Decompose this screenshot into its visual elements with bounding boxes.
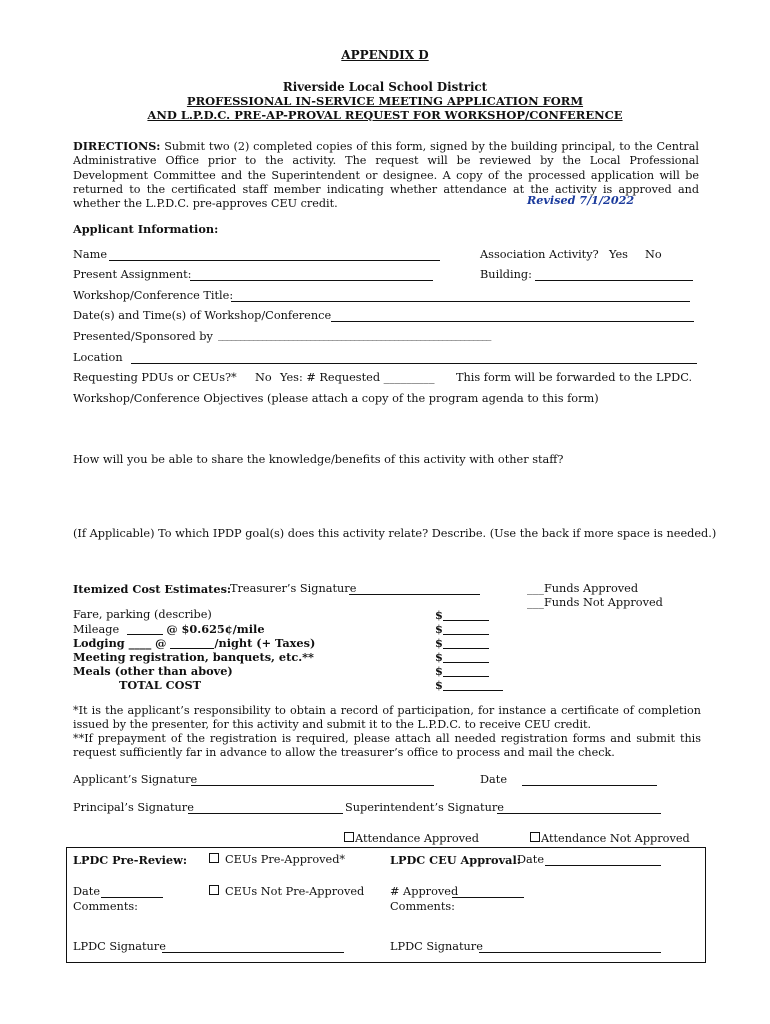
cost-meeting-amount[interactable]: $ (435, 650, 489, 664)
lpdc-approval-date-label: Date (517, 853, 545, 866)
dates-field[interactable] (331, 321, 694, 322)
share-question: How will you be able to share the knowledge/benefits of this activity with other staff? (73, 453, 564, 466)
association-activity-label: Association Activity? (480, 248, 599, 261)
lodging-row: Lodging ____ @ /night (+ Taxes) (73, 636, 316, 650)
forwarded-note: This form will be forwarded to the LPDC. (456, 371, 693, 384)
dates-label: Date(s) and Time(s) of Workshop/Conference (73, 309, 332, 322)
cost-meals-amount[interactable]: $ (435, 664, 489, 678)
pdus-no-option[interactable]: No (255, 371, 272, 384)
cost-total-amount[interactable]: $ (435, 678, 503, 692)
ceus-not-pre-approved-option[interactable]: CEUs Not Pre-Approved (209, 885, 364, 898)
note-participation: *It is the applicant’s responsibility to obtain a record of participation, for instance a certificate of completion issued by the presenter, for this activity and submit it to the L.P.D.C. to receive CEU credit. (73, 704, 701, 731)
note-prepayment: **If prepayment of the registration is required, please attach all needed registration forms and submit this request sufficiently far in advance to allow the treasurer’s office to process and mail the check. (73, 732, 701, 759)
checkbox-icon (530, 832, 540, 842)
workshop-title-label: Workshop/Conference Title: (73, 289, 234, 302)
funds-approved-option[interactable]: ___Funds Approved (527, 582, 639, 595)
superintendent-signature-label: Superintendent’s Signature (345, 801, 504, 814)
total-cost-label: TOTAL COST (119, 678, 202, 692)
lodging-label: Lodging (73, 636, 125, 650)
lpdc-signature-right-field[interactable] (479, 952, 661, 953)
name-label: Name (73, 248, 108, 261)
association-yes-option[interactable]: Yes (609, 248, 628, 261)
applicant-signature-label: Applicant’s Signature (73, 773, 198, 786)
attendance-not-approved-option[interactable]: Attendance Not Approved (530, 832, 690, 845)
applicant-signature-field[interactable] (191, 785, 434, 786)
directions-text: Submit two (2) completed copies of this form, signed by the building principal, to the Central Administrative Office prior to the activity. The request will be reviewed by the Local Professional Development Committee and the Superintendent or designee. A copy of the processed application will be returned to the certificated staff member indicating whether attendance at the activity is approved and whether the L.P.D.C. pre-approves CEU credit. (73, 140, 699, 211)
building-label: Building: (480, 268, 532, 281)
principal-signature-label: Principal’s Signature (73, 801, 194, 814)
mileage-rate: @ $0.625¢/mile (166, 622, 265, 636)
district-name: Riverside Local School District (282, 80, 488, 94)
principal-signature-field[interactable] (188, 813, 343, 814)
mileage-label: Mileage (73, 623, 120, 636)
appendix-label: APPENDIX D (341, 48, 429, 62)
fare-label: Fare, parking (describe) (73, 608, 212, 621)
meeting-label: Meeting registration, banquets, etc.** (73, 650, 314, 664)
name-field[interactable] (109, 260, 440, 261)
lpdc-approval-date-field[interactable] (545, 865, 661, 866)
cost-lodging-amount[interactable]: $ (435, 636, 489, 650)
ipdp-question: (If Applicable) To which IPDP goal(s) does this activity relate? Describe. (Use the back if more space is needed.) (73, 527, 717, 540)
directions-label: DIRECTIONS: (73, 139, 161, 153)
superintendent-signature-field[interactable] (497, 813, 661, 814)
treasurer-signature-label: Treasurer’s Signature (230, 582, 357, 595)
applicant-date-field[interactable] (522, 785, 657, 786)
pdus-label: Requesting PDUs or CEUs?* (73, 371, 237, 384)
mileage-row (73, 622, 265, 636)
cost-fare-amount[interactable]: $ (435, 608, 489, 622)
revised-date: Revised 7/1/2022 (527, 193, 635, 207)
funds-not-approved-option[interactable]: ___Funds Not Approved (527, 596, 663, 609)
lpdc-date-label: Date (73, 885, 101, 898)
applicant-info-heading: Applicant Information: (73, 222, 219, 236)
treasurer-signature-field[interactable] (349, 594, 480, 595)
location-label: Location (73, 351, 123, 364)
lpdc-signature-right-label: LPDC Signature (390, 940, 483, 953)
lodging-rate-label: /night (+ Taxes) (214, 636, 316, 650)
lpdc-pre-review-label: LPDC Pre-Review: (73, 853, 187, 867)
approved-count-label: # Approved (390, 885, 459, 898)
checkbox-icon (209, 853, 219, 863)
ceus-pre-approved-option[interactable]: CEUs Pre-Approved* (209, 853, 345, 866)
meals-label: Meals (other than above) (73, 664, 233, 678)
presented-field[interactable]: ______________________________________________________________ (218, 330, 491, 341)
lpdc-signature-left-label: LPDC Signature (73, 940, 166, 953)
objectives-label: Workshop/Conference Objectives (please attach a copy of the program agenda to this form) (73, 392, 599, 405)
location-field[interactable] (131, 363, 697, 364)
applicant-date-label: Date (480, 773, 508, 786)
form-title-line1: PROFESSIONAL IN-SERVICE MEETING APPLICATION FORM (186, 94, 584, 108)
lpdc-date-field[interactable] (101, 897, 163, 898)
checkbox-icon (344, 832, 354, 842)
checkbox-icon (209, 885, 219, 895)
cost-heading: Itemized Cost Estimates: (73, 582, 232, 596)
lpdc-comments-right-label: Comments: (390, 900, 455, 913)
building-field[interactable] (535, 280, 693, 281)
mileage-field[interactable] (127, 634, 163, 635)
pdus-yes-requested[interactable]: Yes: # Requested _________ (280, 371, 435, 384)
lodging-rate-field[interactable] (170, 648, 214, 649)
cost-mileage-amount[interactable]: $ (435, 622, 489, 636)
lpdc-signature-left-field[interactable] (162, 952, 344, 953)
assignment-label: Present Assignment: (73, 268, 192, 281)
approved-count-field[interactable] (452, 897, 524, 898)
form-title-line2: AND L.P.D.C. PRE-AP-PROVAL REQUEST FOR WORKSHOP/CONFERENCE (147, 108, 623, 122)
presented-label: Presented/Sponsored by (73, 330, 213, 343)
lpdc-ceu-approval-label: LPDC CEU Approval: (390, 853, 521, 867)
workshop-title-field[interactable] (231, 301, 690, 302)
lpdc-comments-left-label: Comments: (73, 900, 138, 913)
assignment-field[interactable] (190, 280, 433, 281)
lodging-nights-field[interactable]: ____ (128, 636, 152, 650)
association-no-option[interactable]: No (645, 248, 662, 261)
attendance-approved-option[interactable]: Attendance Approved (344, 832, 479, 845)
